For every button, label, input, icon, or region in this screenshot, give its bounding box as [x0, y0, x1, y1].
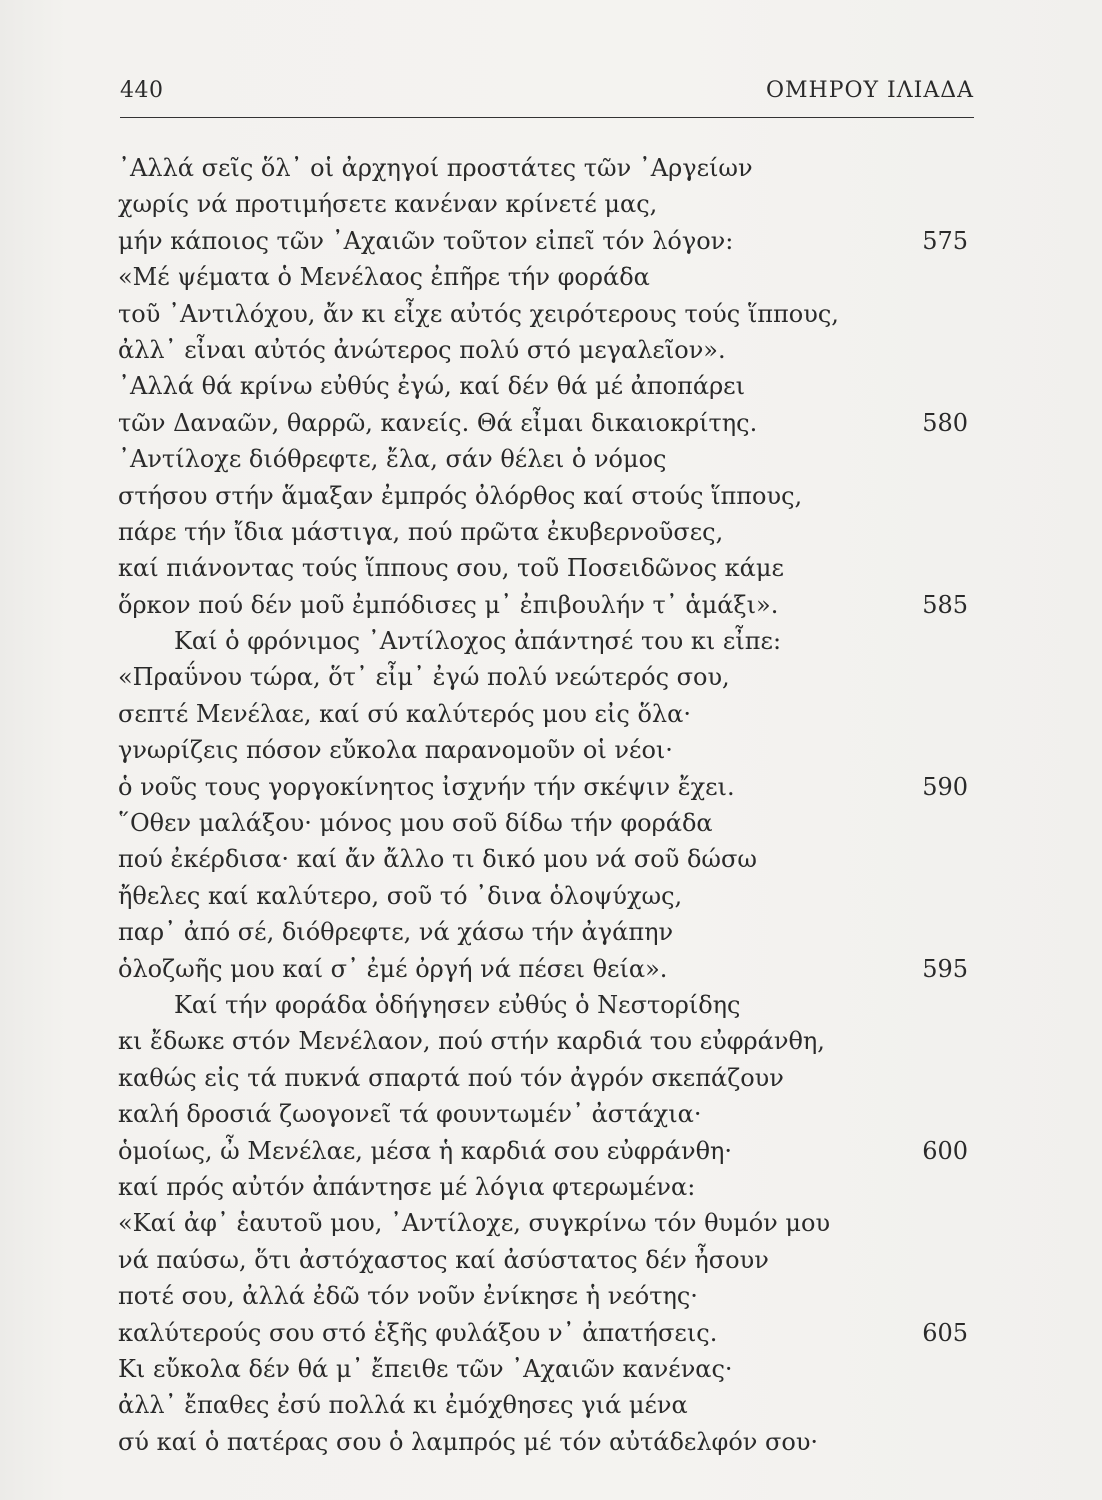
line-number: 575: [922, 226, 968, 255]
page-header: [120, 78, 974, 118]
verse-line: [118, 987, 968, 1023]
verse-text: Καί ὁ φρόνιμος ᾿Αντίλοχος ἀπάντησέ του κι εἶπε:: [174, 627, 782, 656]
line-number: 580: [922, 408, 968, 437]
verse-line: [118, 878, 968, 914]
line-number: 600: [922, 1136, 968, 1165]
verse-line: [118, 332, 968, 368]
verse-line: [118, 478, 968, 514]
verse-line: [118, 951, 968, 987]
verse-line: [118, 805, 968, 841]
verse-text: μήν κάποιος τῶν ᾿Αχαιῶν τοῦτον εἰπεῖ τόν λόγον:: [118, 226, 734, 255]
verse-line: [118, 1205, 968, 1241]
verse-text: κι ἔδωκε στόν Μενέλαον, πού στήν καρδιά του εὐφράνθη,: [118, 1027, 825, 1056]
verse-line: [118, 1424, 968, 1460]
verse-line: [118, 1351, 968, 1387]
verse-line: [118, 296, 968, 332]
header-rule: [120, 117, 974, 118]
verse-line: [118, 550, 968, 586]
verse-text: ἤθελες καί καλύτερο, σοῦ τό ᾽δινα ὁλοψύχως,: [118, 881, 683, 910]
verse-text: χωρίς νά προτιμήσετε κανέναν κρίνετέ μας,: [118, 190, 658, 219]
verse-text: τοῦ ᾿Αντιλόχου, ἄν κι εἶχε αὐτός χειρότερους τούς ἵππους,: [118, 299, 839, 328]
verse-text: ὁμοίως, ὦ Μενέλαε, μέσα ἡ καρδιά σου εὐφράνθη·: [118, 1136, 733, 1165]
verse-text: «Καί ἀφ᾿ ἑαυτοῦ μου, ᾿Αντίλοχε, συγκρίνω τόν θυμόν μου: [118, 1209, 831, 1238]
line-number: 590: [922, 772, 968, 801]
verse-line: [118, 1060, 968, 1096]
verse-line: [118, 514, 968, 550]
verse-line: [118, 1315, 968, 1351]
verse-line: [118, 696, 968, 732]
verse-text: «Μέ ψέματα ὁ Μενέλαος ἐπῆρε τήν φοράδα: [118, 263, 650, 292]
verse-line: [118, 186, 968, 222]
verse-line: [118, 732, 968, 768]
verse-line: [118, 441, 968, 477]
verse-text: ὅρκον πού δέν μοῦ ἐμπόδισες μ᾿ ἐπιβουλήν τ᾿ ἁμάξι».: [118, 590, 779, 619]
verse-line: [118, 914, 968, 950]
line-number: 605: [922, 1318, 968, 1347]
verse-line: [118, 259, 968, 295]
verse-text: καθώς εἰς τά πυκνά σπαρτά πού τόν ἀγρόν σκεπάζουν: [118, 1063, 784, 1092]
verse-text: πάρε τήν ἴδια μάστιγα, πού πρῶτα ἐκυβερνοῦσες,: [118, 517, 724, 546]
verse-text: σύ καί ὁ πατέρας σου ὁ λαμπρός μέ τόν αὐτάδελφόν σου·: [118, 1427, 819, 1456]
verse-line: [118, 1133, 968, 1169]
verse-line: [118, 623, 968, 659]
verse-text: τῶν Δαναῶν, θαρρῶ, κανείς. Θά εἶμαι δικαιοκρίτης.: [118, 408, 758, 437]
verse-line: [118, 1169, 968, 1205]
verse-text: ᾿Αλλά θά κρίνω εὐθύς ἐγώ, καί δέν θά μέ ἀποπάρει: [118, 372, 746, 401]
verse-text: καλύτερούς σου στό ἑξῆς φυλάξου ν᾿ ἀπατήσεις.: [118, 1318, 718, 1347]
line-number: 585: [922, 590, 968, 619]
verse-line: [118, 1096, 968, 1132]
verse-line: [118, 150, 968, 186]
verse-text: ὁ νοῦς τους γοργοκίνητος ἰσχνήν τήν σκέψιν ἔχει.: [118, 772, 735, 801]
verse-text: ᾿Αλλά σεῖς ὅλ᾿ οἱ ἀρχηγοί προστάτες τῶν ᾿Αργείων: [118, 154, 753, 182]
line-number: 595: [922, 954, 968, 983]
verse-text: πού ἐκέρδισα· καί ἄν ἄλλο τι δικό μου νά σοῦ δώσω: [118, 845, 757, 874]
verse-text: Κι εὔκολα δέν θά μ᾿ ἔπειθε τῶν ᾿Αχαιῶν κανένας·: [118, 1354, 733, 1383]
verse-text: γνωρίζεις πόσον εὔκολα παρανομοῦν οἱ νέοι·: [118, 736, 673, 765]
verse-text: Καί τήν φοράδα ὁδήγησεν εὐθύς ὁ Νεστορίδης: [174, 990, 741, 1019]
verse-text: καί πιάνοντας τούς ἵππους σου, τοῦ Ποσειδῶνος κάμε: [118, 554, 784, 583]
verse-line: [118, 769, 968, 805]
running-title: ΟΜΗΡΟΥ ΙΛΙΑΔΑ: [765, 78, 974, 103]
verse-line: [118, 1278, 968, 1314]
verse-line: [118, 223, 968, 259]
page-number: 440: [120, 78, 164, 103]
verse-text: ὁλοζωῆς μου καί σ᾿ ἐμέ ὀργή νά πέσει θεία».: [118, 954, 668, 983]
verse-text: νά παύσω, ὅτι ἀστόχαστος καί ἀσύστατος δέν ἦσουν: [118, 1245, 769, 1274]
verse-text: παρ᾿ ἀπό σέ, διόθρεφτε, νά χάσω τήν ἀγάπην: [118, 918, 674, 947]
verse-text: ἀλλ᾿ εἶναι αὐτός ἀνώτερος πολύ στό μεγαλεῖον».: [118, 335, 726, 364]
verse-text: στήσου στήν ἅμαξαν ἐμπρός ὀλόρθος καί στούς ἵππους,: [118, 481, 803, 510]
verse-line: [118, 659, 968, 695]
verse-text: ἀλλ᾿ ἔπαθες ἐσύ πολλά κι ἐμόχθησες γιά μένα: [118, 1391, 688, 1420]
verse-line: [118, 368, 968, 404]
verse-text: ποτέ σου, ἀλλά ἐδῶ τόν νοῦν ἐνίκησε ἡ νεότης·: [118, 1282, 698, 1311]
verse-line: [118, 1023, 968, 1059]
verse-text: σεπτέ Μενέλαε, καί σύ καλύτερός μου εἰς ὅλα·: [118, 699, 691, 728]
verse-block: [118, 150, 968, 1460]
verse-line: [118, 1242, 968, 1278]
verse-line: [118, 841, 968, 877]
verse-text: ῞Οθεν μαλάξου· μόνος μου σοῦ δίδω τήν φοράδα: [118, 809, 713, 838]
verse-line: [118, 587, 968, 623]
verse-text: ᾿Αντίλοχε διόθρεφτε, ἔλα, σάν θέλει ὁ νόμος: [118, 445, 667, 474]
verse-text: καλή δροσιά ζωογονεῖ τά φουντωμέν᾿ ἀστάχια·: [118, 1100, 702, 1129]
verse-text: καί πρός αὐτόν ἀπάντησε μέ λόγια φτερωμένα:: [118, 1172, 696, 1201]
verse-line: [118, 405, 968, 441]
verse-text: «Πραΰνου τώρα, ὅτ᾿ εἶμ᾿ ἐγώ πολύ νεώτερός σου,: [118, 663, 730, 692]
verse-line: [118, 1387, 968, 1423]
